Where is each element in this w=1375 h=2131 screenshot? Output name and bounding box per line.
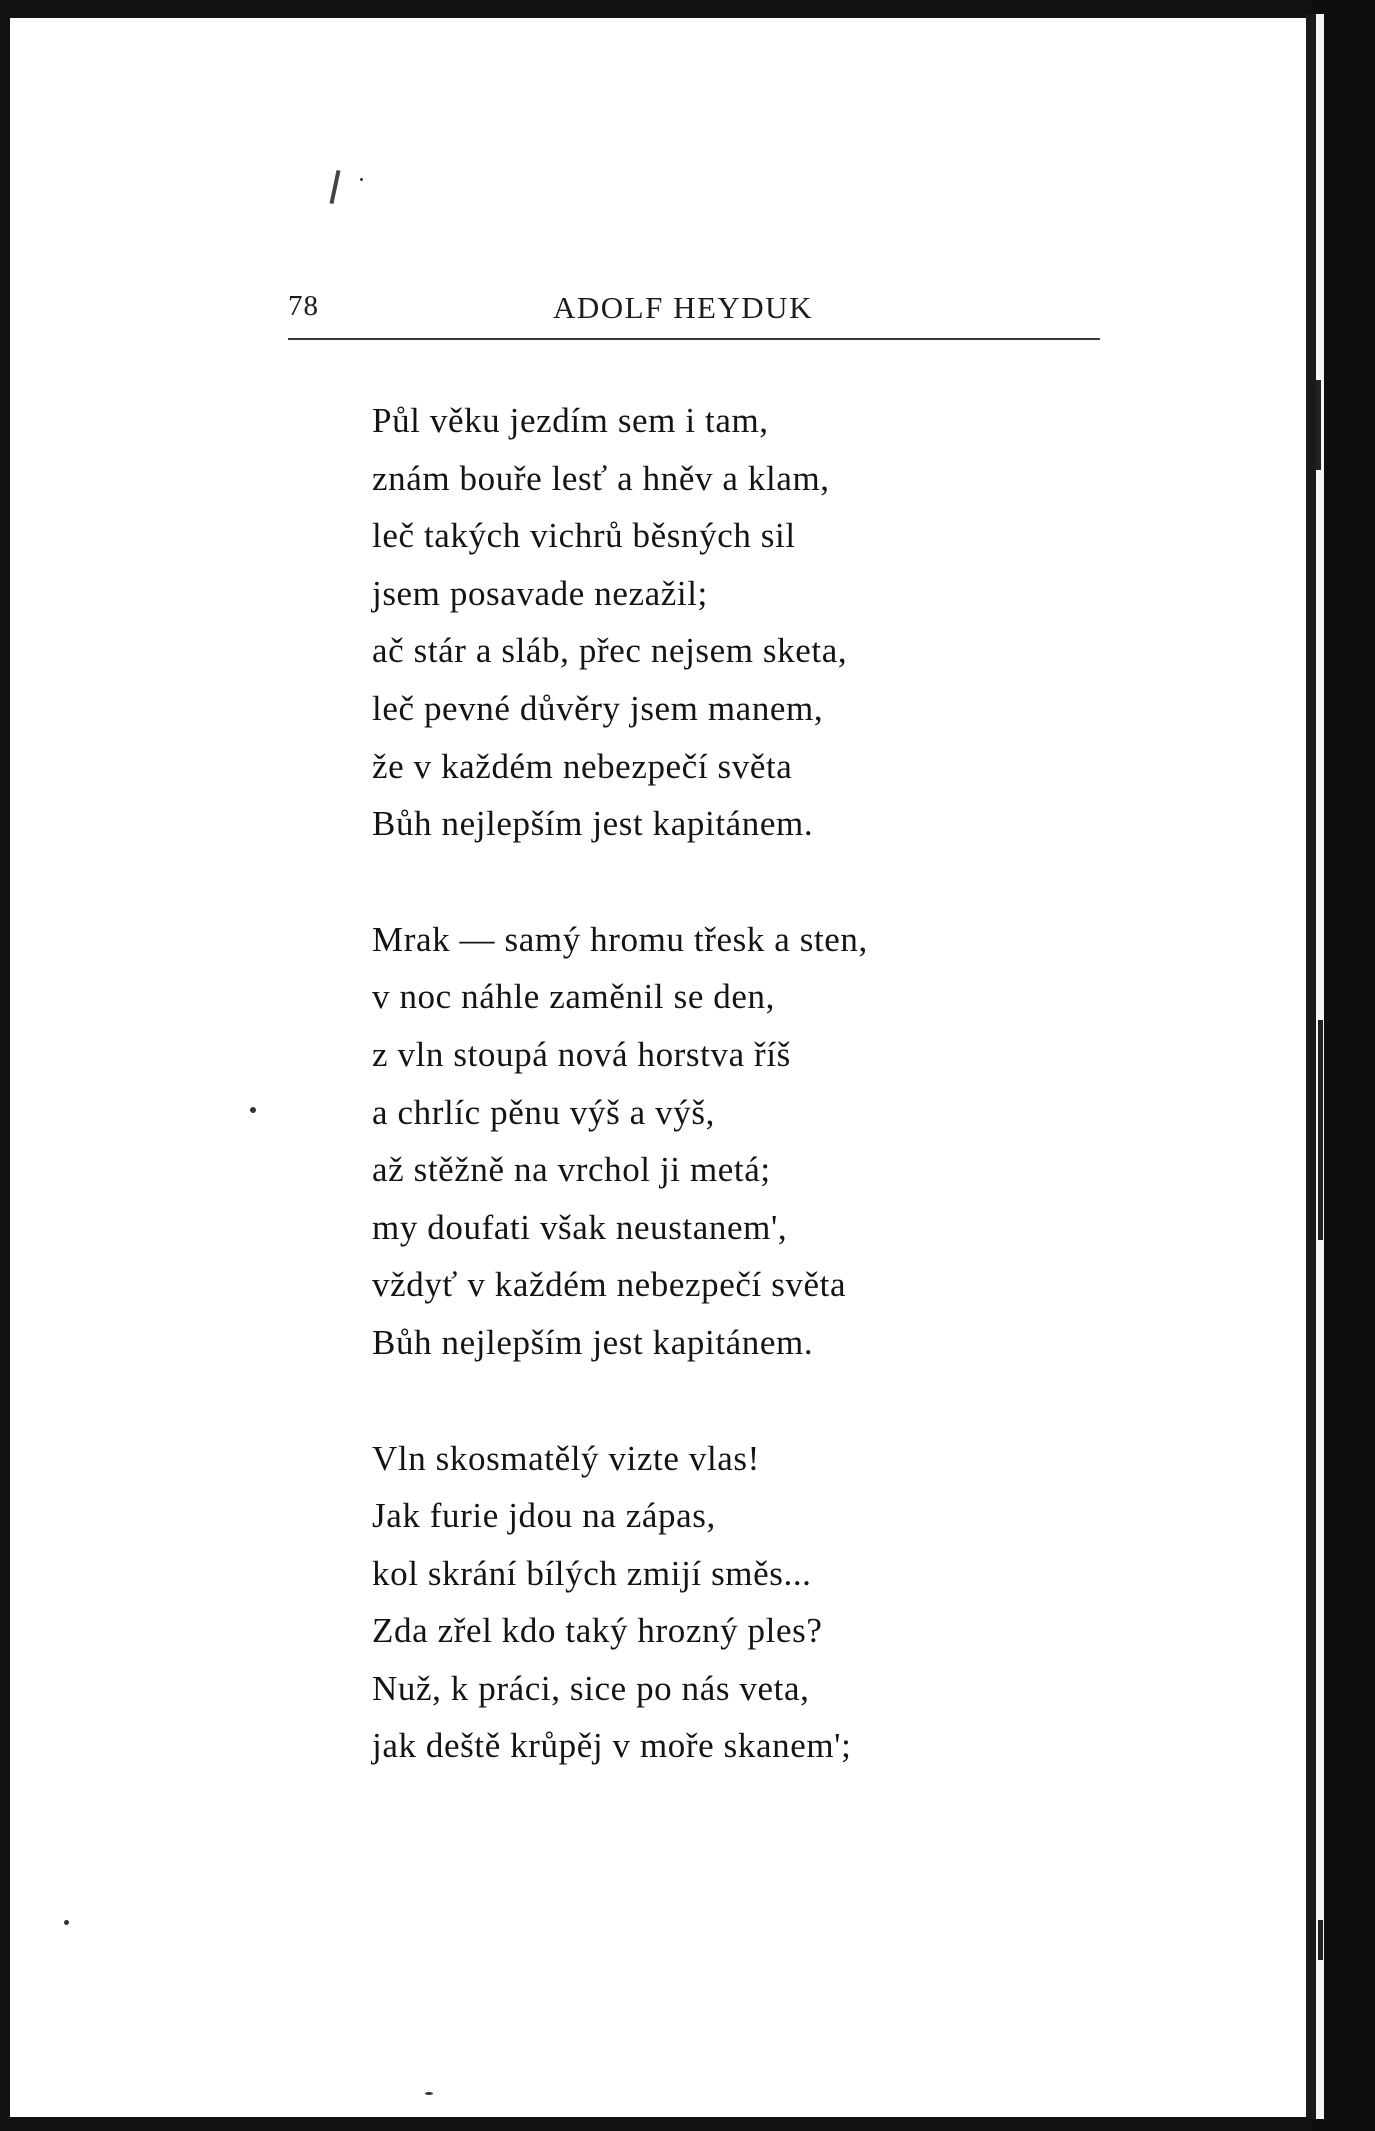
poem-line: Vln skosmatělý vizte vlas! [372, 1438, 760, 1478]
poem-line: znám bouře lesť a hněv a klam, [372, 458, 830, 498]
page-header [288, 286, 1100, 334]
poem-line: vždyť v každém nebezpečí světa [372, 1265, 847, 1305]
ink-speck [250, 1107, 256, 1113]
ink-mark [330, 170, 341, 204]
stanza-2 [372, 911, 1072, 1372]
poem-line: Mrak — samý hromu třesk a sten, [372, 919, 868, 959]
scan-border-left [0, 0, 10, 2131]
scan-artifact [1318, 1920, 1323, 1960]
poem-line: v noc náhle zaměnil se den, [372, 977, 775, 1017]
poem-line: Jak furie jdou na zápas, [372, 1496, 716, 1536]
scan-border-top [0, 0, 1375, 18]
ink-speck [64, 1920, 69, 1925]
poem-line: leč takých vichrů běsných sil [372, 516, 796, 556]
header-rule [288, 338, 1100, 340]
poem-line: až stěžně na vrchol ji metá; [372, 1150, 771, 1190]
poem-line: ač stár a sláb, přec nejsem sketa, [372, 631, 848, 671]
poem-line: Nuž, k práci, sice po nás veta, [372, 1668, 810, 1708]
poem-line: a chrlíc pěnu výš a výš, [372, 1092, 715, 1132]
poem-line: Bůh nejlepším jest kapitánem. [372, 1322, 814, 1362]
poem-line: leč pevné důvěry jsem manem, [372, 688, 824, 728]
poem-line: kol skrání bílých zmijí směs... [372, 1553, 812, 1593]
scan-artifact [1318, 1020, 1323, 1240]
poem-text [372, 392, 1072, 1833]
poem-line: z vln stoupá nová horstva říš [372, 1034, 791, 1074]
ink-speck [425, 2092, 433, 2095]
stanza-1 [372, 392, 1072, 853]
poem-line: my doufati však neustanem', [372, 1207, 788, 1247]
poem-line: Zda zřel kdo taký hrozný ples? [372, 1611, 823, 1651]
stanza-3 [372, 1430, 1072, 1776]
scan-border-bottom [0, 2117, 1375, 2131]
page-gutter-shadow [1306, 14, 1316, 2119]
poem-line: Bůh nejlepším jest kapitánem. [372, 804, 814, 844]
poem-line: Půl věku jezdím sem i tam, [372, 401, 769, 440]
poem-line: jsem posavade nezažil; [372, 573, 708, 613]
poem-line: jak deště krůpěj v moře skanem'; [372, 1726, 852, 1766]
page-number: 78 [288, 290, 319, 322]
running-head: ADOLF HEYDUK [553, 290, 813, 325]
scan-artifact [1316, 380, 1321, 470]
poem-line: že v každém nebezpečí světa [372, 746, 793, 786]
ink-speck [360, 178, 363, 181]
